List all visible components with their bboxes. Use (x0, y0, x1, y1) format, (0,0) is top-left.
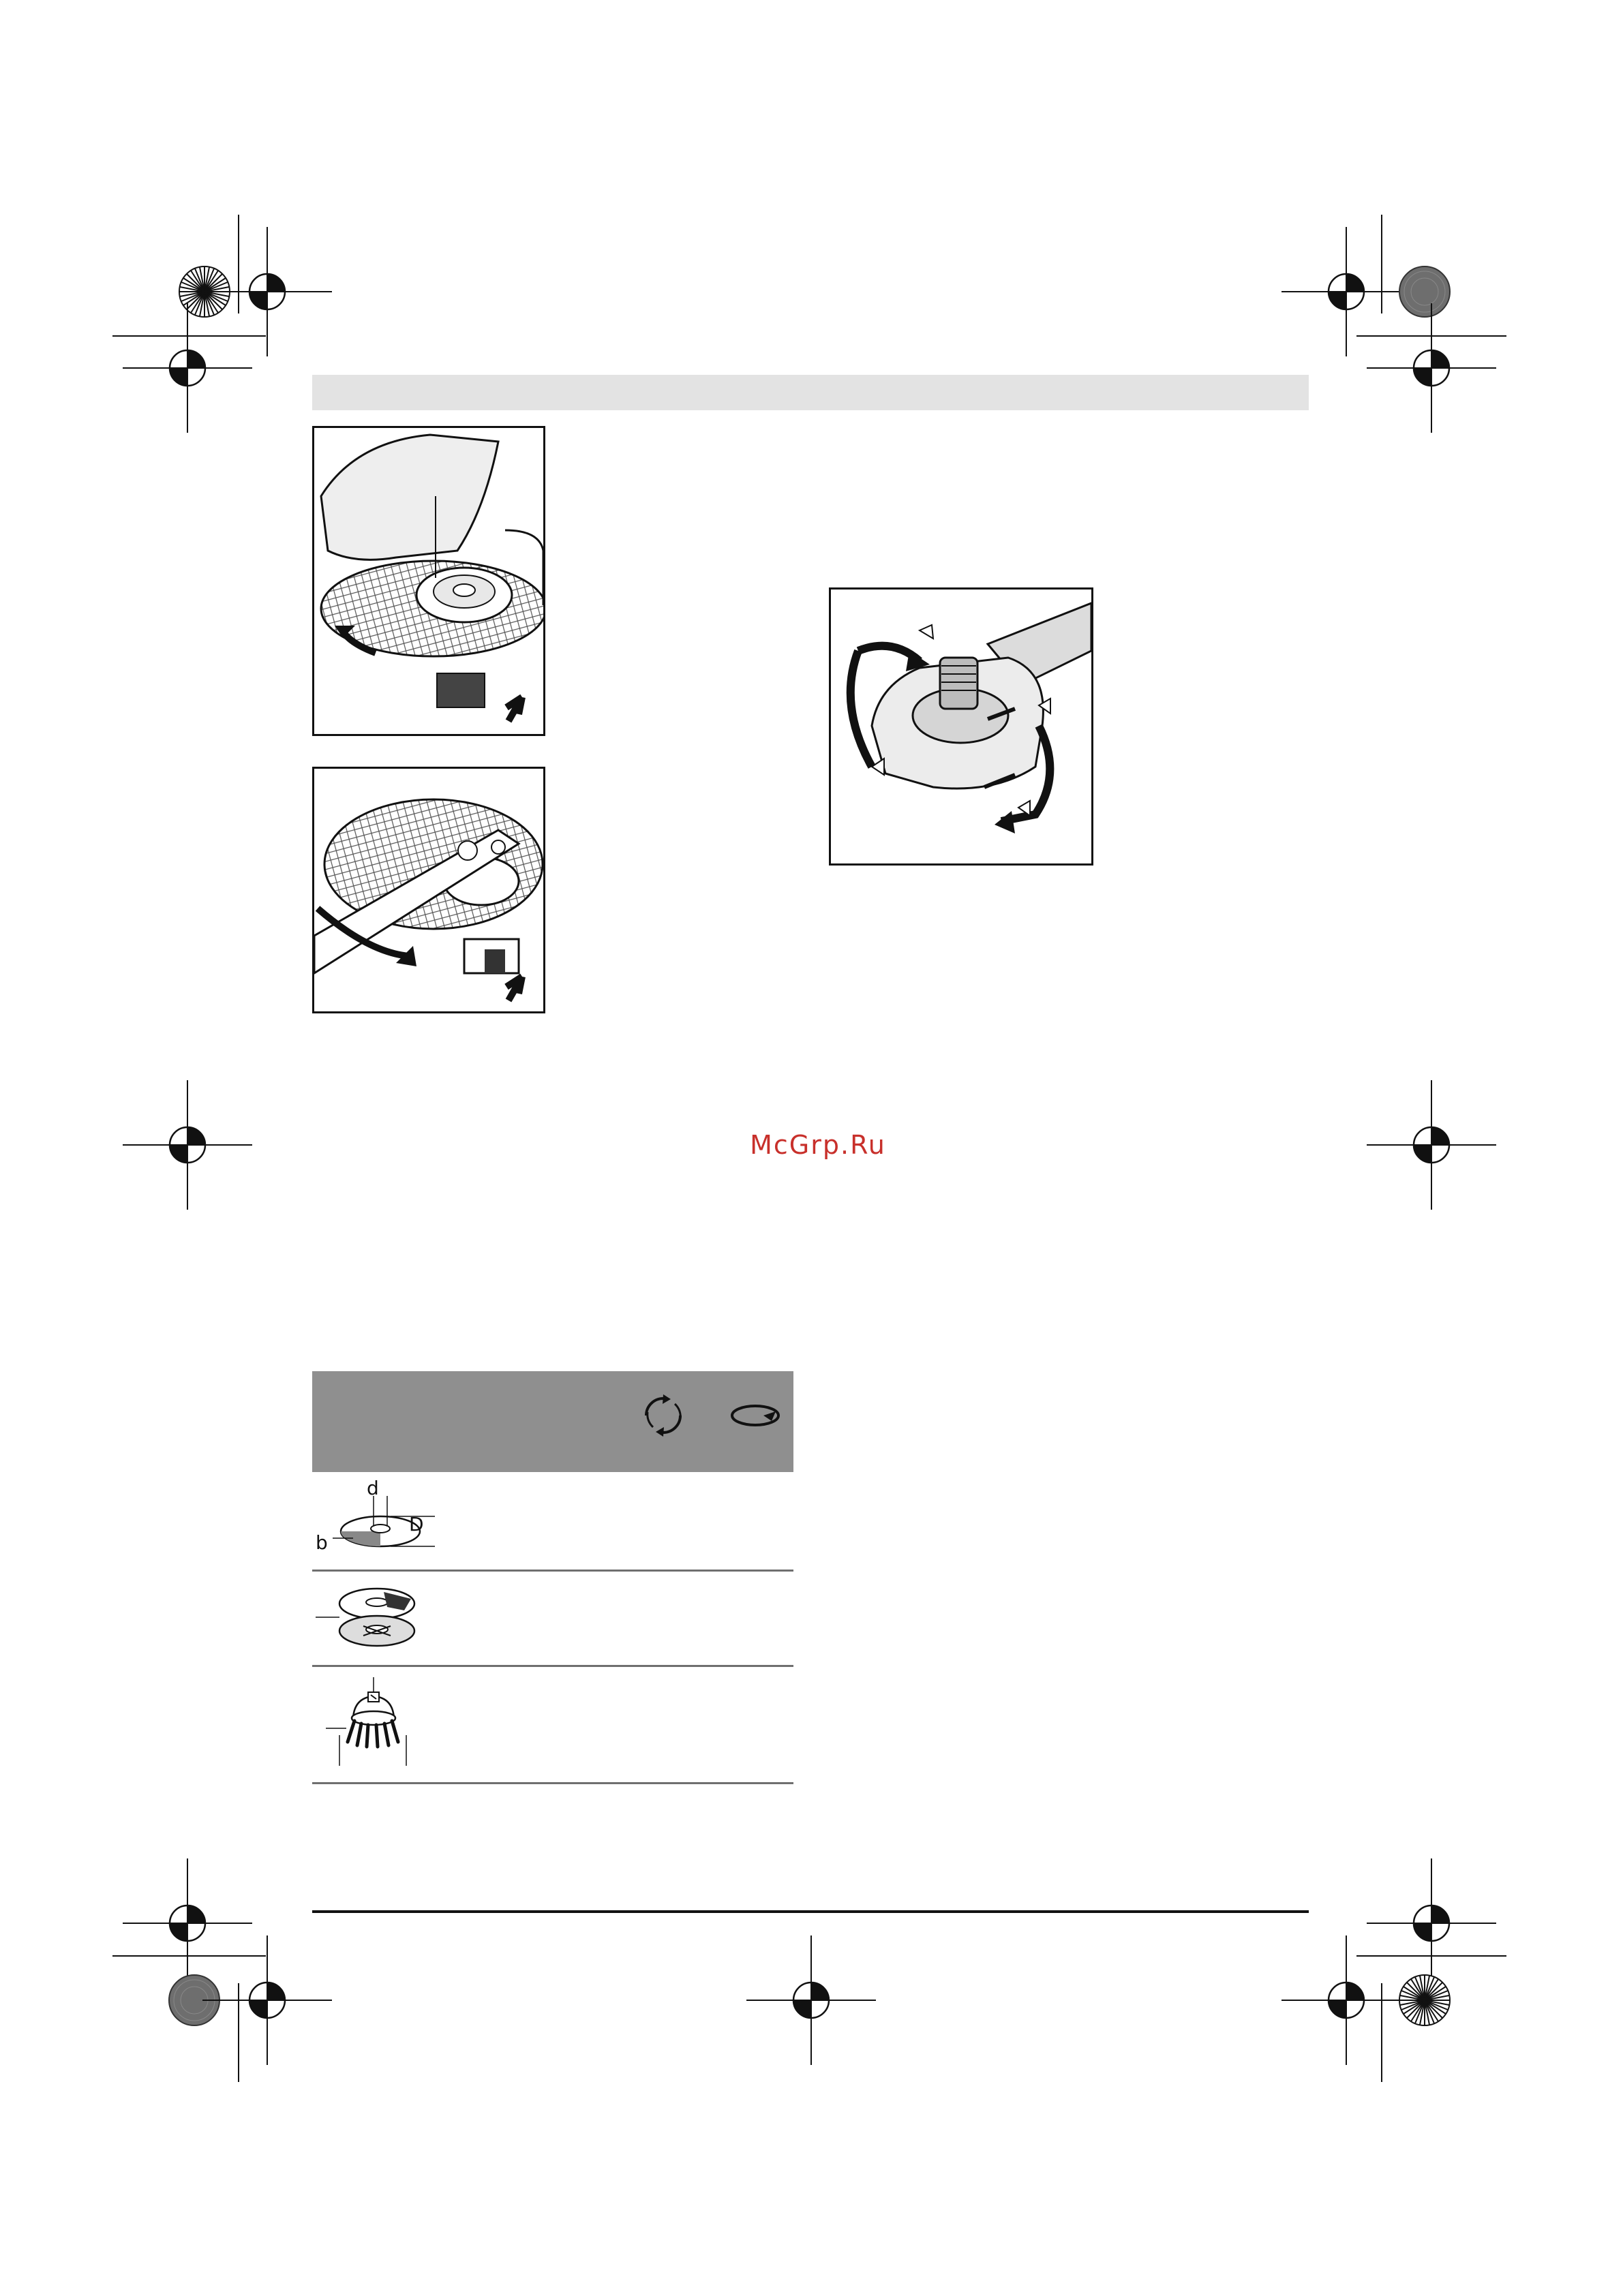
figure-wrench-loosening (312, 767, 545, 1013)
wrench-loosening-flange-icon (314, 769, 543, 1011)
table-row (312, 1475, 793, 1570)
rotation-arrows-icon (633, 1385, 694, 1446)
dimension-label-b: b (316, 1531, 328, 1554)
table-row (312, 1667, 793, 1782)
dimension-label-d: d (367, 1477, 379, 1499)
table-header (312, 1371, 793, 1472)
watermark: McGrp.Ru (750, 1130, 886, 1160)
cup-brush-icon (326, 1677, 421, 1773)
footer-rule (312, 1910, 1309, 1913)
flap-disc-icon (316, 1580, 425, 1655)
hand-tightening-flange-icon (314, 428, 543, 734)
figure-hand-tightening (312, 426, 545, 736)
grinding-disc-dimensions-icon (333, 1489, 442, 1564)
table-row-divider (312, 1782, 793, 1784)
gear-head-rotation-icon (831, 590, 1091, 863)
table-row (312, 1572, 793, 1665)
dimension-label-D: D (409, 1513, 424, 1535)
header-bar (312, 375, 1309, 410)
spindle-thread-icon (728, 1395, 783, 1436)
figure-gear-head-rotation (829, 587, 1093, 866)
